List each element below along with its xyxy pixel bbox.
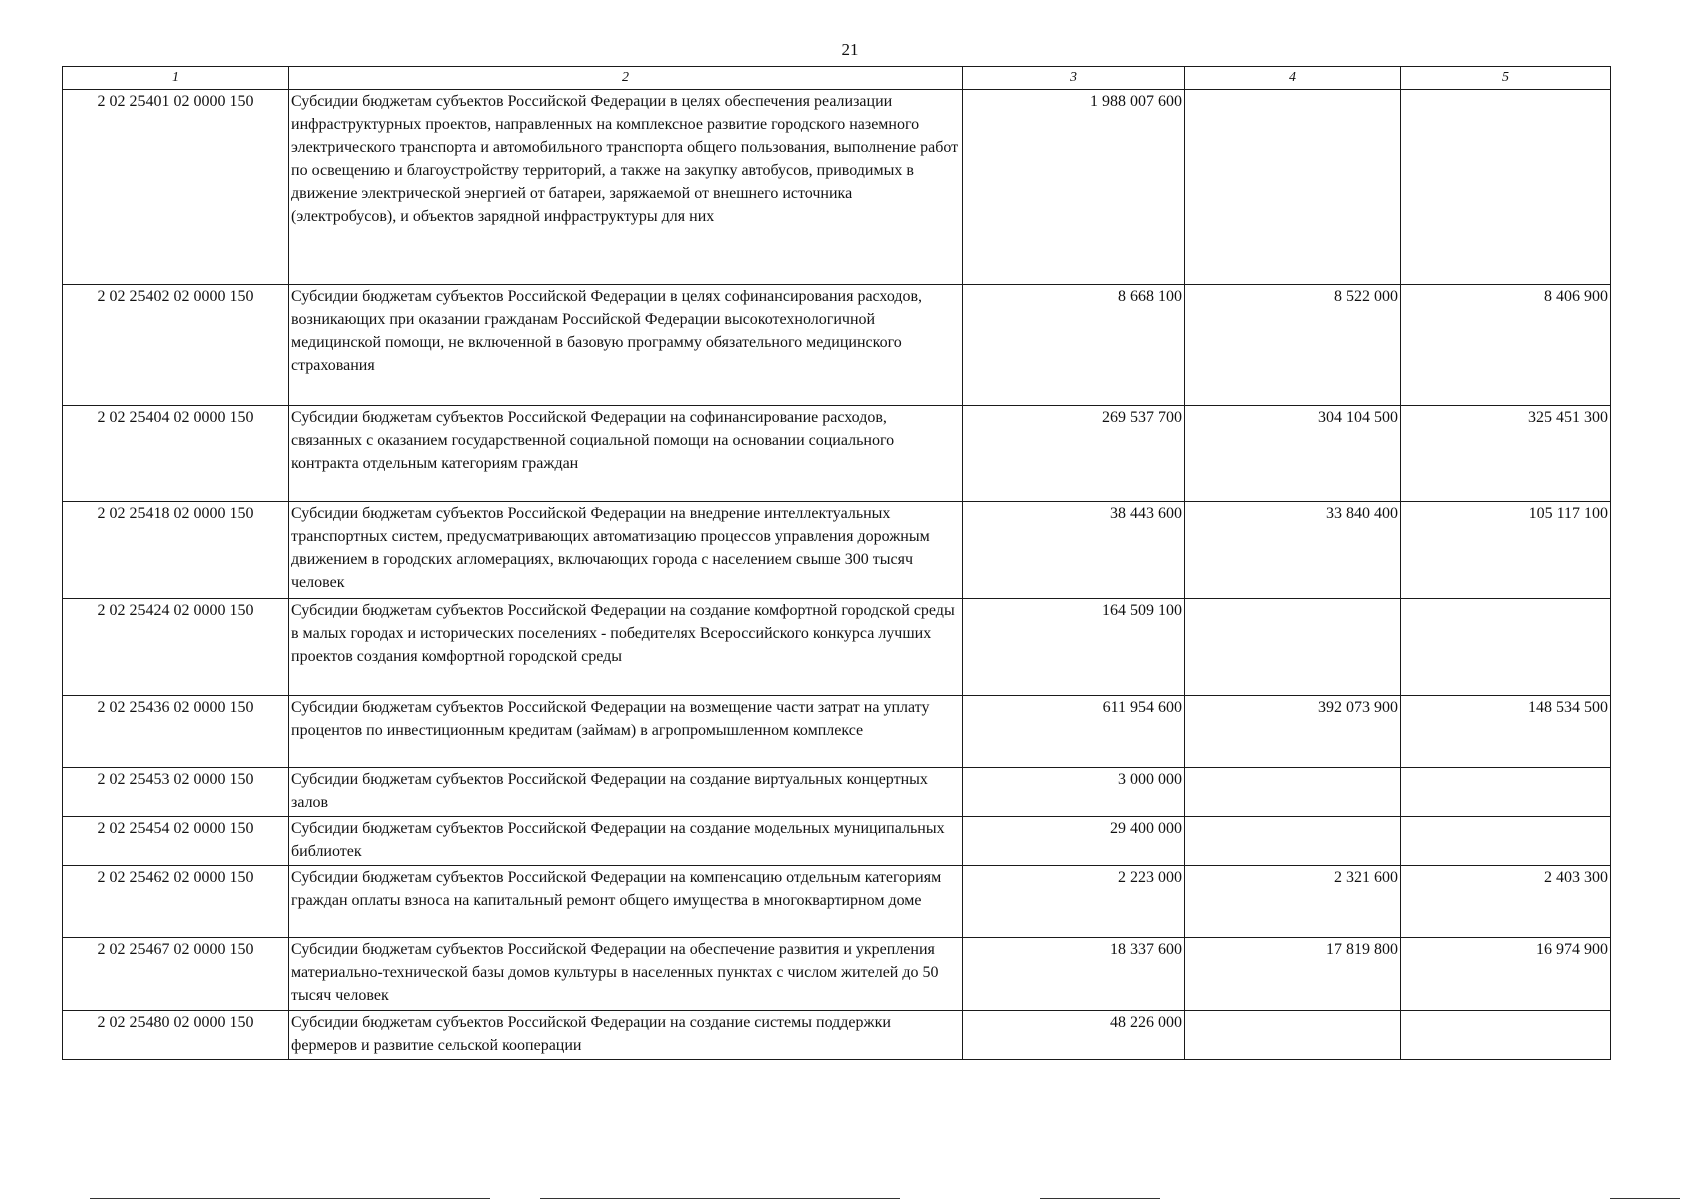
column-header-2: 2 — [289, 67, 963, 90]
amount-col5-cell: 325 451 300 — [1401, 406, 1611, 502]
amount-col3-cell: 48 226 000 — [963, 1011, 1185, 1060]
budget-code-cell: 2 02 25402 02 0000 150 — [63, 285, 289, 406]
amount-col3-cell: 2 223 000 — [963, 866, 1185, 938]
budget-code-cell: 2 02 25418 02 0000 150 — [63, 502, 289, 599]
amount-col5-cell: 2 403 300 — [1401, 866, 1611, 938]
bottom-rule-line — [1040, 1198, 1160, 1199]
amount-col4-cell: 33 840 400 — [1185, 502, 1401, 599]
budget-table — [62, 66, 1611, 1060]
header-row — [63, 67, 1611, 90]
column-header-4: 4 — [1185, 67, 1401, 90]
description-cell: Субсидии бюджетам субъектов Российской Федерации на возмещение части затрат на уплату процентов по инвестиционным кредитам (займам) в агропромышленном комплексе — [289, 696, 963, 768]
table-row — [63, 406, 1611, 502]
amount-col4-cell — [1185, 1011, 1401, 1060]
budget-code-cell: 2 02 25454 02 0000 150 — [63, 817, 289, 866]
description-cell: Субсидии бюджетам субъектов Российской Федерации на создание модельных муниципальных библиотек — [289, 817, 963, 866]
amount-col4-cell: 8 522 000 — [1185, 285, 1401, 406]
amount-col3-cell: 18 337 600 — [963, 938, 1185, 1011]
table-row — [63, 502, 1611, 599]
amount-col4-cell — [1185, 90, 1401, 285]
table-row — [63, 938, 1611, 1011]
amount-col5-cell — [1401, 1011, 1611, 1060]
description-cell: Субсидии бюджетам субъектов Российской Федерации на софинансирование расходов, связанных с оказанием государственной социальной помощи на основании социального контракта отдельным категориям граждан — [289, 406, 963, 502]
amount-col5-cell: 8 406 900 — [1401, 285, 1611, 406]
description-cell: Субсидии бюджетам субъектов Российской Федерации на обеспечение развития и укрепления материально-технической базы домов культуры в населенных пунктах с числом жителей до 50 тысяч человек — [289, 938, 963, 1011]
budget-code-cell: 2 02 25480 02 0000 150 — [63, 1011, 289, 1060]
column-header-1: 1 — [63, 67, 289, 90]
description-cell: Субсидии бюджетам субъектов Российской Федерации в целях обеспечения реализации инфраструктурных проектов, направленных на комплексное развитие городского наземного электрического транспорта и автомобильного транспорта общего пользования, выполнение работ по освещению и благоустройству территорий, а также на закупку автобусов, приводимых в движение электрической энергией от батареи, заряжаемой от внешнего источника (электробусов), и объектов зарядной инфраструктуры для них — [289, 90, 963, 285]
amount-col5-cell: 16 974 900 — [1401, 938, 1611, 1011]
amount-col3-cell: 611 954 600 — [963, 696, 1185, 768]
bottom-rule-line — [540, 1198, 900, 1199]
description-cell: Субсидии бюджетам субъектов Российской Федерации на компенсацию отдельным категориям граждан оплаты взноса на капитальный ремонт общего имущества в многоквартирном доме — [289, 866, 963, 938]
amount-col3-cell: 38 443 600 — [963, 502, 1185, 599]
amount-col3-cell: 1 988 007 600 — [963, 90, 1185, 285]
amount-col4-cell — [1185, 817, 1401, 866]
budget-code-cell: 2 02 25467 02 0000 150 — [63, 938, 289, 1011]
description-cell: Субсидии бюджетам субъектов Российской Федерации на создание комфортной городской среды в малых городах и исторических поселениях - победителях Всероссийского конкурса лучших проектов создания комфортной городской среды — [289, 599, 963, 696]
amount-col5-cell: 105 117 100 — [1401, 502, 1611, 599]
amount-col5-cell — [1401, 768, 1611, 817]
table-row — [63, 285, 1611, 406]
amount-col5-cell — [1401, 599, 1611, 696]
description-cell: Субсидии бюджетам субъектов Российской Федерации на создание виртуальных концертных залов — [289, 768, 963, 817]
amount-col3-cell: 29 400 000 — [963, 817, 1185, 866]
description-cell: Субсидии бюджетам субъектов Российской Федерации в целях софинансирования расходов, возникающих при оказании гражданам Российской Федерации высокотехнологичной медицинской помощи, не включенной в базовую программу обязательного медицинского страхования — [289, 285, 963, 406]
table-row — [63, 599, 1611, 696]
budget-code-cell: 2 02 25401 02 0000 150 — [63, 90, 289, 285]
bottom-rule-line — [1610, 1198, 1680, 1199]
budget-code-cell: 2 02 25436 02 0000 150 — [63, 696, 289, 768]
amount-col4-cell: 304 104 500 — [1185, 406, 1401, 502]
amount-col5-cell — [1401, 817, 1611, 866]
bottom-rule-line — [90, 1198, 490, 1199]
amount-col4-cell: 392 073 900 — [1185, 696, 1401, 768]
amount-col4-cell — [1185, 599, 1401, 696]
table-row — [63, 866, 1611, 938]
amount-col3-cell: 164 509 100 — [963, 599, 1185, 696]
budget-code-cell: 2 02 25453 02 0000 150 — [63, 768, 289, 817]
budget-code-cell: 2 02 25404 02 0000 150 — [63, 406, 289, 502]
table-row — [63, 90, 1611, 285]
column-header-5: 5 — [1401, 67, 1611, 90]
description-cell: Субсидии бюджетам субъектов Российской Федерации на создание системы поддержки фермеров и развитие сельской кооперации — [289, 1011, 963, 1060]
table-row — [63, 768, 1611, 817]
table-row — [63, 1011, 1611, 1060]
amount-col4-cell — [1185, 768, 1401, 817]
amount-col3-cell: 3 000 000 — [963, 768, 1185, 817]
amount-col5-cell — [1401, 90, 1611, 285]
amount-col5-cell: 148 534 500 — [1401, 696, 1611, 768]
description-cell: Субсидии бюджетам субъектов Российской Федерации на внедрение интеллектуальных транспортных систем, предусматривающих автоматизацию процессов управления дорожным движением в городских агломерациях, включающих города с населением свыше 300 тысяч человек — [289, 502, 963, 599]
table-row — [63, 817, 1611, 866]
column-header-3: 3 — [963, 67, 1185, 90]
amount-col4-cell: 2 321 600 — [1185, 866, 1401, 938]
budget-code-cell: 2 02 25424 02 0000 150 — [63, 599, 289, 696]
budget-code-cell: 2 02 25462 02 0000 150 — [63, 866, 289, 938]
table-row — [63, 696, 1611, 768]
amount-col4-cell: 17 819 800 — [1185, 938, 1401, 1011]
page-number: 21 — [841, 40, 859, 59]
amount-col3-cell: 269 537 700 — [963, 406, 1185, 502]
amount-col3-cell: 8 668 100 — [963, 285, 1185, 406]
